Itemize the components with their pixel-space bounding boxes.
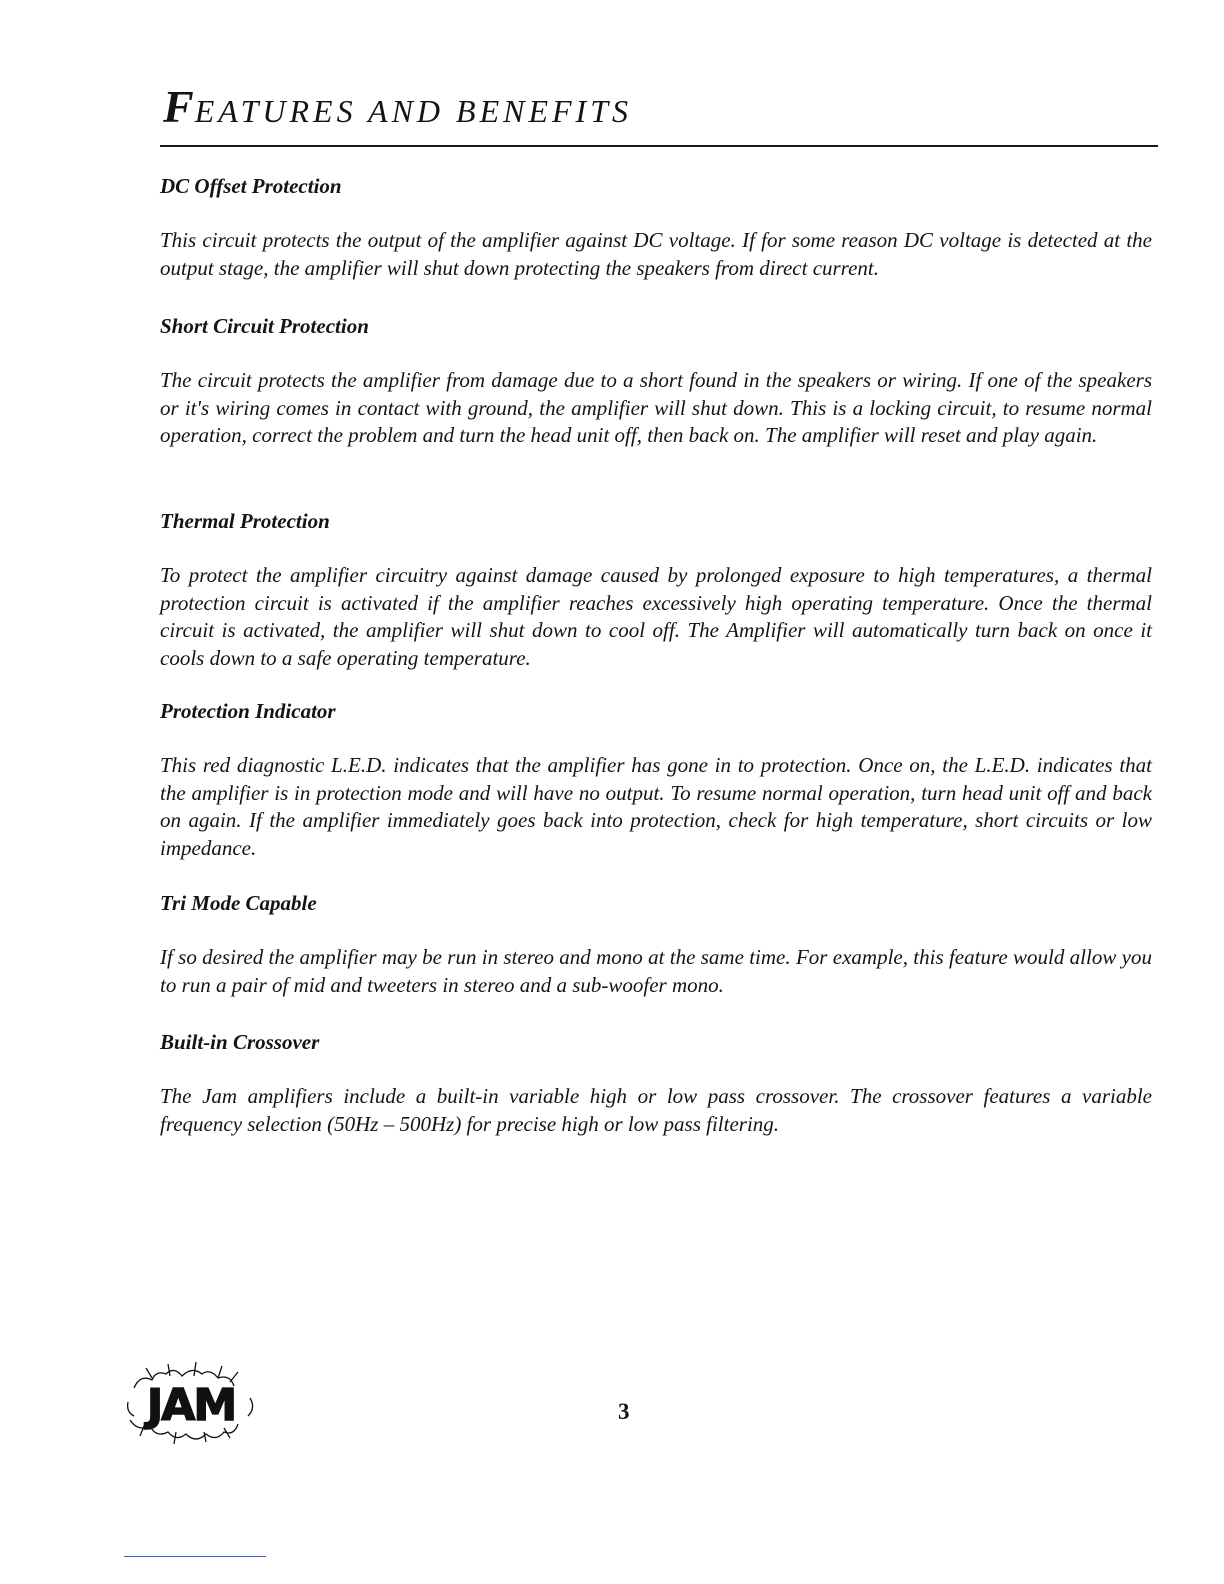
page-title-initial: F (163, 81, 195, 132)
section-thermal-protection (160, 508, 1152, 672)
title-divider (160, 145, 1158, 147)
section-heading: Tri Mode Capable (160, 891, 317, 915)
logo-text: JAM (146, 1380, 236, 1431)
section-body: This red diagnostic L.E.D. indicates that the amplifier has gone in to protection. Once on, the L.E.D. indicates that the amplifier is in protection mode and will have no output. To resume normal operation, turn head unit off and back on again. If the amplifier immediately goes back into protection, check for high temperature, short circuits or low impedance. (160, 753, 1152, 860)
section-body: If so desired the amplifier may be run in stereo and mono at the same time. For example, this feature would allow you to run a pair of mid and tweeters in stereo and a sub-woofer mono. (160, 945, 1152, 997)
section-tri-mode-capable (160, 890, 1152, 999)
section-protection-indicator (160, 698, 1152, 862)
section-heading: Short Circuit Protection (160, 314, 369, 338)
section-built-in-crossover (160, 1029, 1152, 1138)
jam-logo (126, 1358, 256, 1448)
section-body: To protect the amplifier circuitry against damage caused by prolonged exposure to high temperatures, a thermal protection circuit is activated if the amplifier reaches excessively high operating temperature. Once the thermal circuit is activated, the amplifier will shut down to cool off. The Amplifier will automatically turn back on once it cools down to a safe operating temperature. (160, 563, 1152, 670)
section-dc-offset-protection (160, 173, 1152, 282)
section-heading: DC Offset Protection (160, 174, 342, 198)
section-body: This circuit protects the output of the amplifier against DC voltage. If for some reason DC voltage is detected at the output stage, the amplifier will shut down protecting the speakers from direct current. (160, 228, 1152, 280)
section-heading: Built-in Crossover (160, 1030, 320, 1054)
section-short-circuit-protection (160, 313, 1152, 450)
section-body: The Jam amplifiers include a built-in variable high or low pass crossover. The crossover features a variable frequency selection (50Hz – 500Hz) for precise high or low pass filtering. (160, 1084, 1152, 1136)
bottom-rule (124, 1556, 266, 1557)
page-title-rest: EATURES AND BENEFITS (194, 93, 632, 129)
section-heading: Thermal Protection (160, 509, 330, 533)
page-title (163, 81, 632, 132)
page-number: 3 (618, 1399, 630, 1424)
section-heading: Protection Indicator (160, 699, 336, 723)
section-body: The circuit protects the amplifier from damage due to a short found in the speakers or wiring. If one of the speakers or it's wiring comes in contact with ground, the amplifier will shut down. This is a locking circuit, to resume normal operation, correct the problem and turn the head unit off, then back on. The amplifier will reset and play again. (160, 368, 1152, 447)
